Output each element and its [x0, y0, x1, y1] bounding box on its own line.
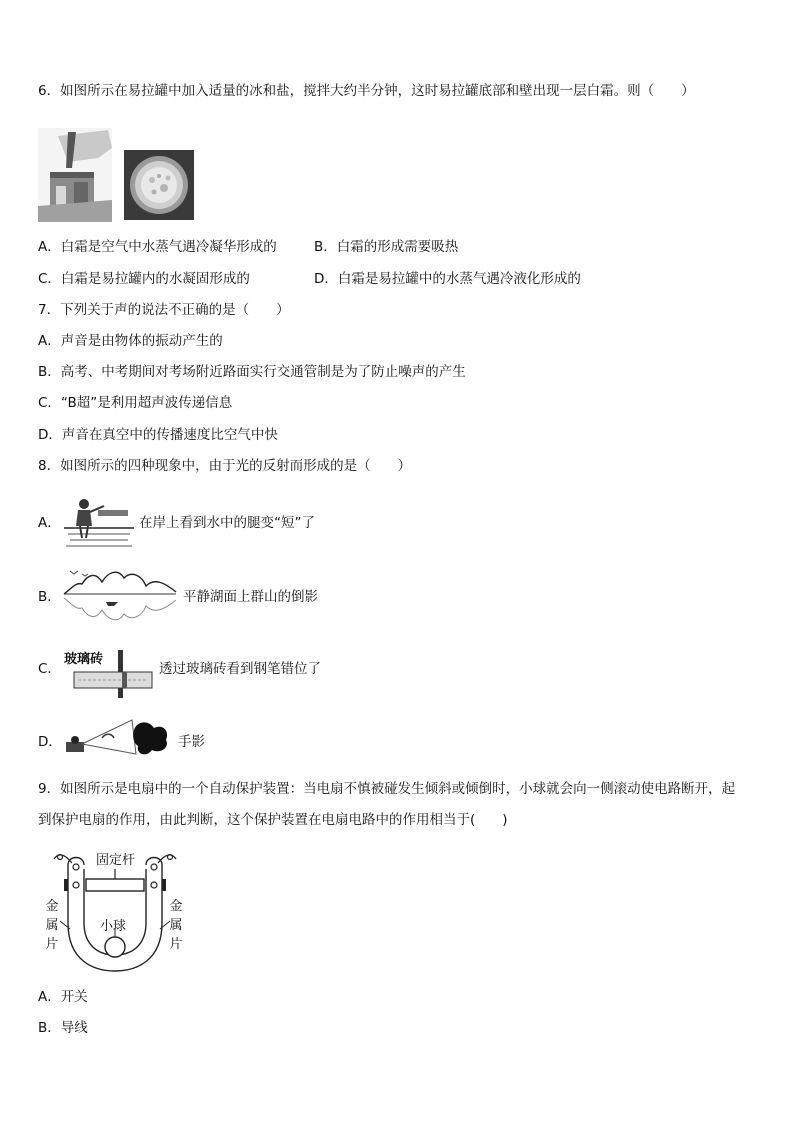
q7-option-d: D．声音在真空中的传播速度比空气中快	[38, 427, 278, 443]
q9-right-plate-char-1: 金	[169, 899, 183, 914]
q8-glass-brick-label: 玻璃砖	[64, 652, 104, 667]
q8-stem: 8．如图所示的四种现象中，由于光的反射而形成的是（ ）	[38, 458, 412, 474]
q9-stem-line-2: 到保护电扇的作用，由此判断，这个保护装置在电扇电路中的作用相当于( )	[38, 812, 508, 828]
q7-option-b: B．高考、中考期间对考场附近路面实行交通管制是为了防止噪声的产生	[38, 364, 466, 380]
q8-option-c-figure	[64, 646, 156, 698]
q8-option-d-label: D．	[38, 734, 62, 750]
q8-option-a-figure	[64, 496, 134, 554]
q9-right-plate-char-2: 属	[169, 918, 183, 933]
q8-option-b-label: B．	[38, 589, 61, 605]
q8-option-b-figure	[62, 568, 178, 624]
q9-fixed-rod-label: 固定杆	[96, 853, 136, 868]
q9-option-b: B．导线	[38, 1020, 88, 1036]
q6-frost-photo	[124, 150, 194, 220]
q7-stem: 7．下列关于声的说法不正确的是（ ）	[38, 302, 290, 318]
q9-stem-line-1: 9．如图所示是电扇中的一个自动保护装置：当电扇不慎被碰发生倾斜或倾倒时，小球就会向一侧滚动使电路断开，起	[38, 781, 736, 797]
q9-right-metal-plate-label	[168, 897, 184, 954]
q9-right-plate-char-3: 片	[169, 937, 183, 952]
q9-ball-label: 小球	[100, 919, 127, 934]
q9-left-plate-char-2: 属	[45, 918, 59, 933]
q6-option-d: D．白霜是易拉罐中的水蒸气遇冷液化形成的	[314, 271, 581, 287]
q6-option-a: A．白霜是空气中水蒸气遇冷凝华形成的	[38, 239, 277, 255]
q8-option-d-figure	[62, 716, 174, 760]
q9-protection-device-diagram	[40, 843, 190, 973]
q6-options-row-1	[38, 238, 459, 256]
q9-left-plate-char-3: 片	[45, 937, 59, 952]
q9-left-metal-plate-label	[44, 897, 60, 954]
q9-option-a: A．开关	[38, 989, 88, 1005]
q7-option-c: C．“B超”是利用超声波传递信息	[38, 395, 233, 411]
q8-option-a-text: 在岸上看到水中的腿变“短”了	[139, 515, 315, 531]
q6-stem: 6．如图所示在易拉罐中加入适量的冰和盐，搅拌大约半分钟，这时易拉罐底部和壁出现一层白霜。则（ ）	[38, 83, 695, 99]
q6-option-b: B．白霜的形成需要吸热	[314, 239, 459, 255]
q8-option-a-label: A．	[38, 515, 61, 531]
q6-option-c: C．白霜是易拉罐内的水凝固形成的	[38, 271, 250, 287]
q9-left-plate-char-1: 金	[45, 899, 59, 914]
q8-option-c-label: C．	[38, 661, 61, 677]
q7-option-a: A．声音是由物体的振动产生的	[38, 333, 223, 349]
q8-option-b-text: 平静湖面上群山的倒影	[183, 589, 318, 605]
q6-can-photo	[38, 128, 112, 222]
q8-option-c-text: 透过玻璃砖看到钢笔错位了	[159, 661, 321, 677]
q6-options-row-2	[38, 270, 581, 288]
q8-option-d-text: 手影	[178, 734, 205, 750]
